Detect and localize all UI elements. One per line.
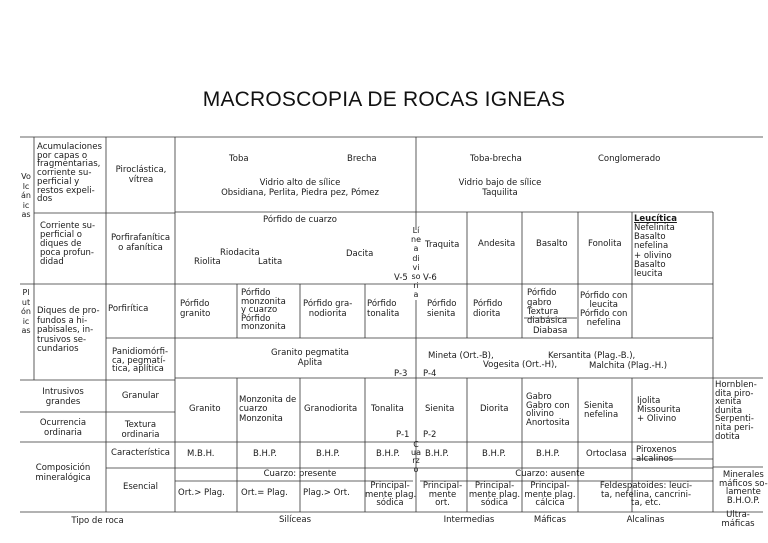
label-p3: P-3 bbox=[394, 369, 408, 379]
row-desc-composicion: Composición mineralógica bbox=[35, 463, 91, 483]
cell-feldespatoides: Feldespatoides: leuci- ta, nefelina, cancrini- ta, etc. bbox=[599, 481, 693, 509]
cell-bhp-2: B.H.P. bbox=[316, 449, 340, 459]
cell-mbh: M.B.H. bbox=[187, 449, 215, 459]
label-p2: P-2 bbox=[423, 430, 437, 440]
cell-ultramaficas: Ultra- máficas bbox=[721, 510, 755, 529]
cell-principal-ort: Principal- mente ort. bbox=[422, 481, 463, 509]
cell-vidrio-alto: Vidrio alto de sílice Obsidiana, Perlita, Piedra pez, Pómez bbox=[221, 178, 379, 198]
row-desc-volcanica: Corriente su- perficial o diques de poca profun- didad bbox=[40, 221, 96, 267]
label-v5: V-5 bbox=[394, 273, 408, 283]
cell-porfido-gabro: Pórfido gabro bbox=[527, 288, 557, 308]
row-type-pegmatitica: Panidiomórfi- ca, pegmatí- tica, aplítica bbox=[112, 347, 169, 374]
plutonicas-vertical-label: Plutónicas bbox=[21, 288, 31, 335]
linea-divisoria-vertical-label: Línea divisoria bbox=[411, 226, 421, 300]
cell-minerales-maficos: Minerales máficos so- lamente B.H.O.P. bbox=[719, 470, 768, 506]
row-desc-piroclastica: Acumulaciones por capas o fragmentarias, corriente su- perficial y restos expeli- dos bbox=[37, 142, 102, 205]
volcanicas-vertical-label: Volcánicas bbox=[21, 172, 31, 219]
cell-porfido-diorita: Pórfido diorita bbox=[473, 299, 503, 319]
row-type-esencial: Esencial bbox=[122, 482, 159, 492]
cell-sienita-nefelina: Sienita nefelina bbox=[584, 401, 619, 420]
cell-hornblendita: Hornblen- dita piro- xenita dunita Serpenti- nita peri- dotita bbox=[715, 380, 757, 442]
cell-bhp-1: B.H.P. bbox=[253, 449, 277, 459]
cell-leucitica-list: Nefelinita Basalto nefelina + olivino Basalto leucita bbox=[634, 223, 675, 280]
cell-malchita: Malchita (Plag.-H.) bbox=[589, 361, 668, 371]
cell-traquita: Traquita bbox=[425, 240, 460, 250]
cell-kersantita: Kersantita (Plag.-B.), bbox=[548, 351, 636, 361]
row-type-piroclastica: Piroclástica, vítrea bbox=[115, 165, 167, 185]
cell-ort-mayor: Ort.> Plag. bbox=[178, 488, 225, 498]
cell-diabasa: Diabasa bbox=[533, 326, 568, 336]
row-type-granular: Granular bbox=[121, 391, 160, 401]
cell-cuarzo-presente: Cuarzo: presente bbox=[263, 469, 337, 479]
cell-toba: Toba bbox=[229, 154, 249, 164]
cell-conglomerado: Conglomerado bbox=[598, 154, 661, 164]
cell-toba-brecha: Toba-brecha bbox=[470, 154, 522, 164]
cell-porfido-tonalita: Pórfido tonalita bbox=[367, 299, 400, 319]
cell-fonolita: Fonolita bbox=[588, 239, 622, 249]
cell-maficas: Máficas bbox=[533, 515, 567, 525]
cell-alcalinas: Alcalinas bbox=[626, 515, 665, 525]
row-type-volcanica: Porfirafanítica o afanítica bbox=[110, 233, 171, 253]
cell-vogesita: Vogesita (Ort.-H), bbox=[483, 360, 558, 370]
cell-riodacita: Riodacita bbox=[220, 248, 260, 258]
row-type-porfiritica: Porfirítica bbox=[108, 304, 149, 314]
cell-cuarzo-ausente: Cuarzo: ausente bbox=[515, 469, 585, 479]
cell-granito: Granito bbox=[189, 404, 221, 414]
row-desc-intrusivos: Intrusivos grandes bbox=[42, 387, 84, 407]
cuarzo-vertical-label: Cuarzo bbox=[411, 440, 421, 474]
cell-ort-igual: Ort.= Plag. bbox=[241, 488, 288, 498]
label-p1: P-1 bbox=[396, 430, 410, 440]
cell-leucitica-heading: Leucítica bbox=[634, 214, 677, 224]
cell-bhp-4: B.H.P. bbox=[425, 449, 449, 459]
cell-dacita: Dacita bbox=[346, 249, 374, 259]
cell-bhp-3: B.H.P. bbox=[376, 449, 400, 459]
row-type-caracteristica: Característica bbox=[111, 448, 170, 458]
cell-vidrio-bajo: Vidrio bajo de sílice Taquilita bbox=[458, 178, 542, 198]
cell-porfido-cuarzo: Pórfido de cuarzo bbox=[263, 215, 337, 225]
cell-siliceas: Silíceas bbox=[278, 515, 312, 525]
cell-ijolita: Ijolita Missourita + Olivino bbox=[637, 396, 681, 424]
cell-principal-calcica: Principal- mente plag. cálcica bbox=[524, 481, 576, 509]
cell-basalto: Basalto bbox=[536, 239, 568, 249]
cell-andesita: Andesita bbox=[478, 239, 516, 249]
row-desc-porfiritica: Diques de pro- fundos a hi- pabisales, in- trusivos se- cundarios bbox=[37, 306, 100, 354]
cell-principal-sodica: Principal- mente plag. sódica bbox=[365, 481, 417, 509]
label-v6: V-6 bbox=[423, 273, 437, 283]
cell-mineta: Mineta (Ort.-B), bbox=[428, 351, 494, 361]
cell-bhp-6: B.H.P. bbox=[536, 449, 560, 459]
row-desc-tipo-roca: Tipo de roca bbox=[71, 516, 124, 526]
row-type-textura: Textura ordinaria bbox=[121, 420, 160, 440]
cell-brecha: Brecha bbox=[347, 154, 377, 164]
cell-sienita: Sienita bbox=[425, 404, 455, 414]
cell-porfido-sienita: Pórfido sienita bbox=[427, 299, 457, 319]
cell-ortoclasa: Ortoclasa bbox=[586, 449, 627, 459]
page-title: MACROSCOPIA DE ROCAS IGNEAS bbox=[202, 88, 566, 111]
cell-latita: Latita bbox=[258, 257, 283, 267]
cell-porfido-leucita: Pórfido con leucita Pórfido con nefelina bbox=[580, 291, 628, 328]
cell-intermedias: Intermedias bbox=[443, 515, 495, 525]
label-p4: P-4 bbox=[423, 369, 437, 379]
cell-bhp-5: B.H.P. bbox=[482, 449, 506, 459]
cell-gabro: Gabro Gabro con olivino Anortosita bbox=[526, 392, 570, 428]
cell-porfido-monzonita: Pórfido monzonita y cuarzo Pórfido monzonita bbox=[241, 288, 286, 333]
cell-porfido-granodiorita: Pórfido gra- nodiorita bbox=[303, 299, 353, 319]
cell-tonalita: Tonalita bbox=[371, 404, 404, 414]
cell-principal-sodica-2: Principal- mente plag. sódica bbox=[468, 481, 521, 509]
cell-textura-diabasica: Textura diabásica bbox=[527, 307, 568, 326]
cell-porfido-granito: Pórfido granito bbox=[180, 299, 211, 319]
cell-piroxenos: Piroxenos alcalinos bbox=[636, 445, 677, 464]
cell-granodiorita: Granodiorita bbox=[304, 404, 358, 414]
cell-granito-pegmatita: Granito pegmatita Aplita bbox=[270, 348, 350, 368]
cell-plag-mayor: Plag.> Ort. bbox=[303, 488, 350, 498]
row-desc-ocurrencia: Ocurrencia ordinaria bbox=[39, 418, 87, 438]
cell-riolita: Riolita bbox=[194, 257, 221, 267]
cell-monzonita: Monzonita de cuarzo Monzonita bbox=[239, 395, 297, 424]
cell-diorita: Diorita bbox=[480, 404, 509, 414]
